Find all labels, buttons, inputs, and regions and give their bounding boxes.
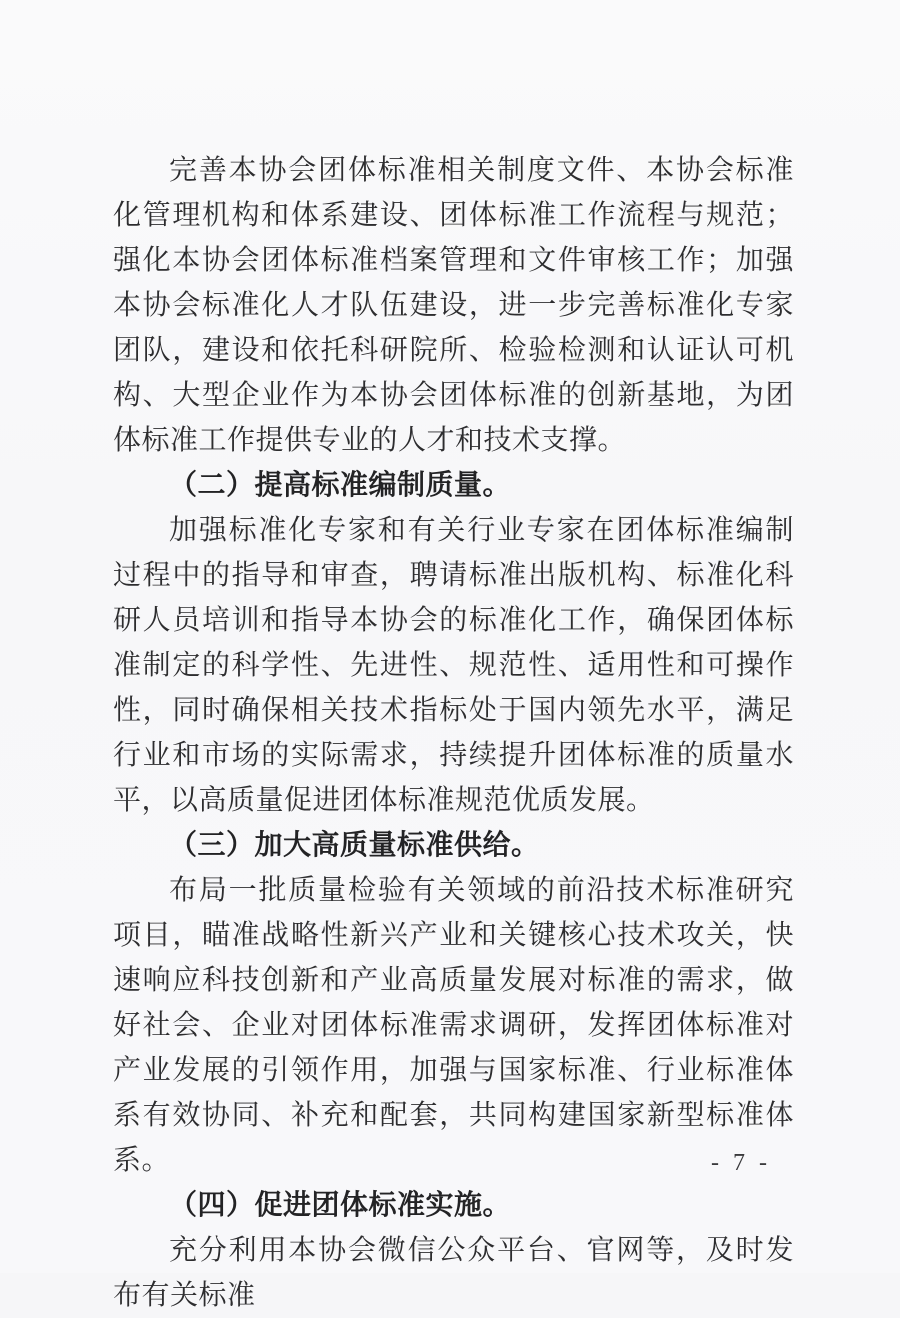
section-heading-3: （三）加大高质量标准供给。 — [169, 830, 540, 861]
paragraph-improve-system: 完善本协会团体标准相关制度文件、本协会标准化管理机构和体系建设、团体标准工作流程与规范；强化本协会团体标准档案管理和文件审核工作；加强本协会标准化人才队伍建设，进一步完善标准化专家团队，建设和依托科研院所、检验检测和认证认可机构、大型企业作为本协会团体标准的创新基地，为团体标准工作提供专业的人才和技术支撑。 — [113, 155, 794, 456]
page-number: - 7 - — [711, 1150, 771, 1176]
paragraph-standard-supply: 布局一批质量检验有关领域的前沿技术标准研究项目，瞄准战略性新兴产业和关键核心技术攻关，快速响应科技创新和产业高质量发展对标准的需求，做好社会、企业对团体标准需求调研，发挥团体标准对产业发展的引领作用，加强与国家标准、行业标准体系有效协同、补充和配套，共同构建国家新型标准体系。 — [113, 875, 794, 1176]
section-heading-2: （二）提高标准编制质量。 — [169, 470, 512, 501]
paragraph-standard-implementation: 充分利用本协会微信公众平台、官网等，及时发布有关标准 — [113, 1235, 794, 1311]
section-heading-4: （四）促进团体标准实施。 — [169, 1190, 512, 1221]
paragraph-standard-quality: 加强标准化专家和有关行业专家在团体标准编制过程中的指导和审查，聘请标准出版机构、标准化科研人员培训和指导本协会的标准化工作，确保团体标准制定的科学性、先进性、规范性、适用性和可操作性，同时确保相关技术指标处于国内领先水平，满足行业和市场的实际需求，持续提升团体标准的质量水平，以高质量促进团体标准规范优质发展。 — [113, 515, 794, 816]
document-body — [113, 148, 794, 1318]
